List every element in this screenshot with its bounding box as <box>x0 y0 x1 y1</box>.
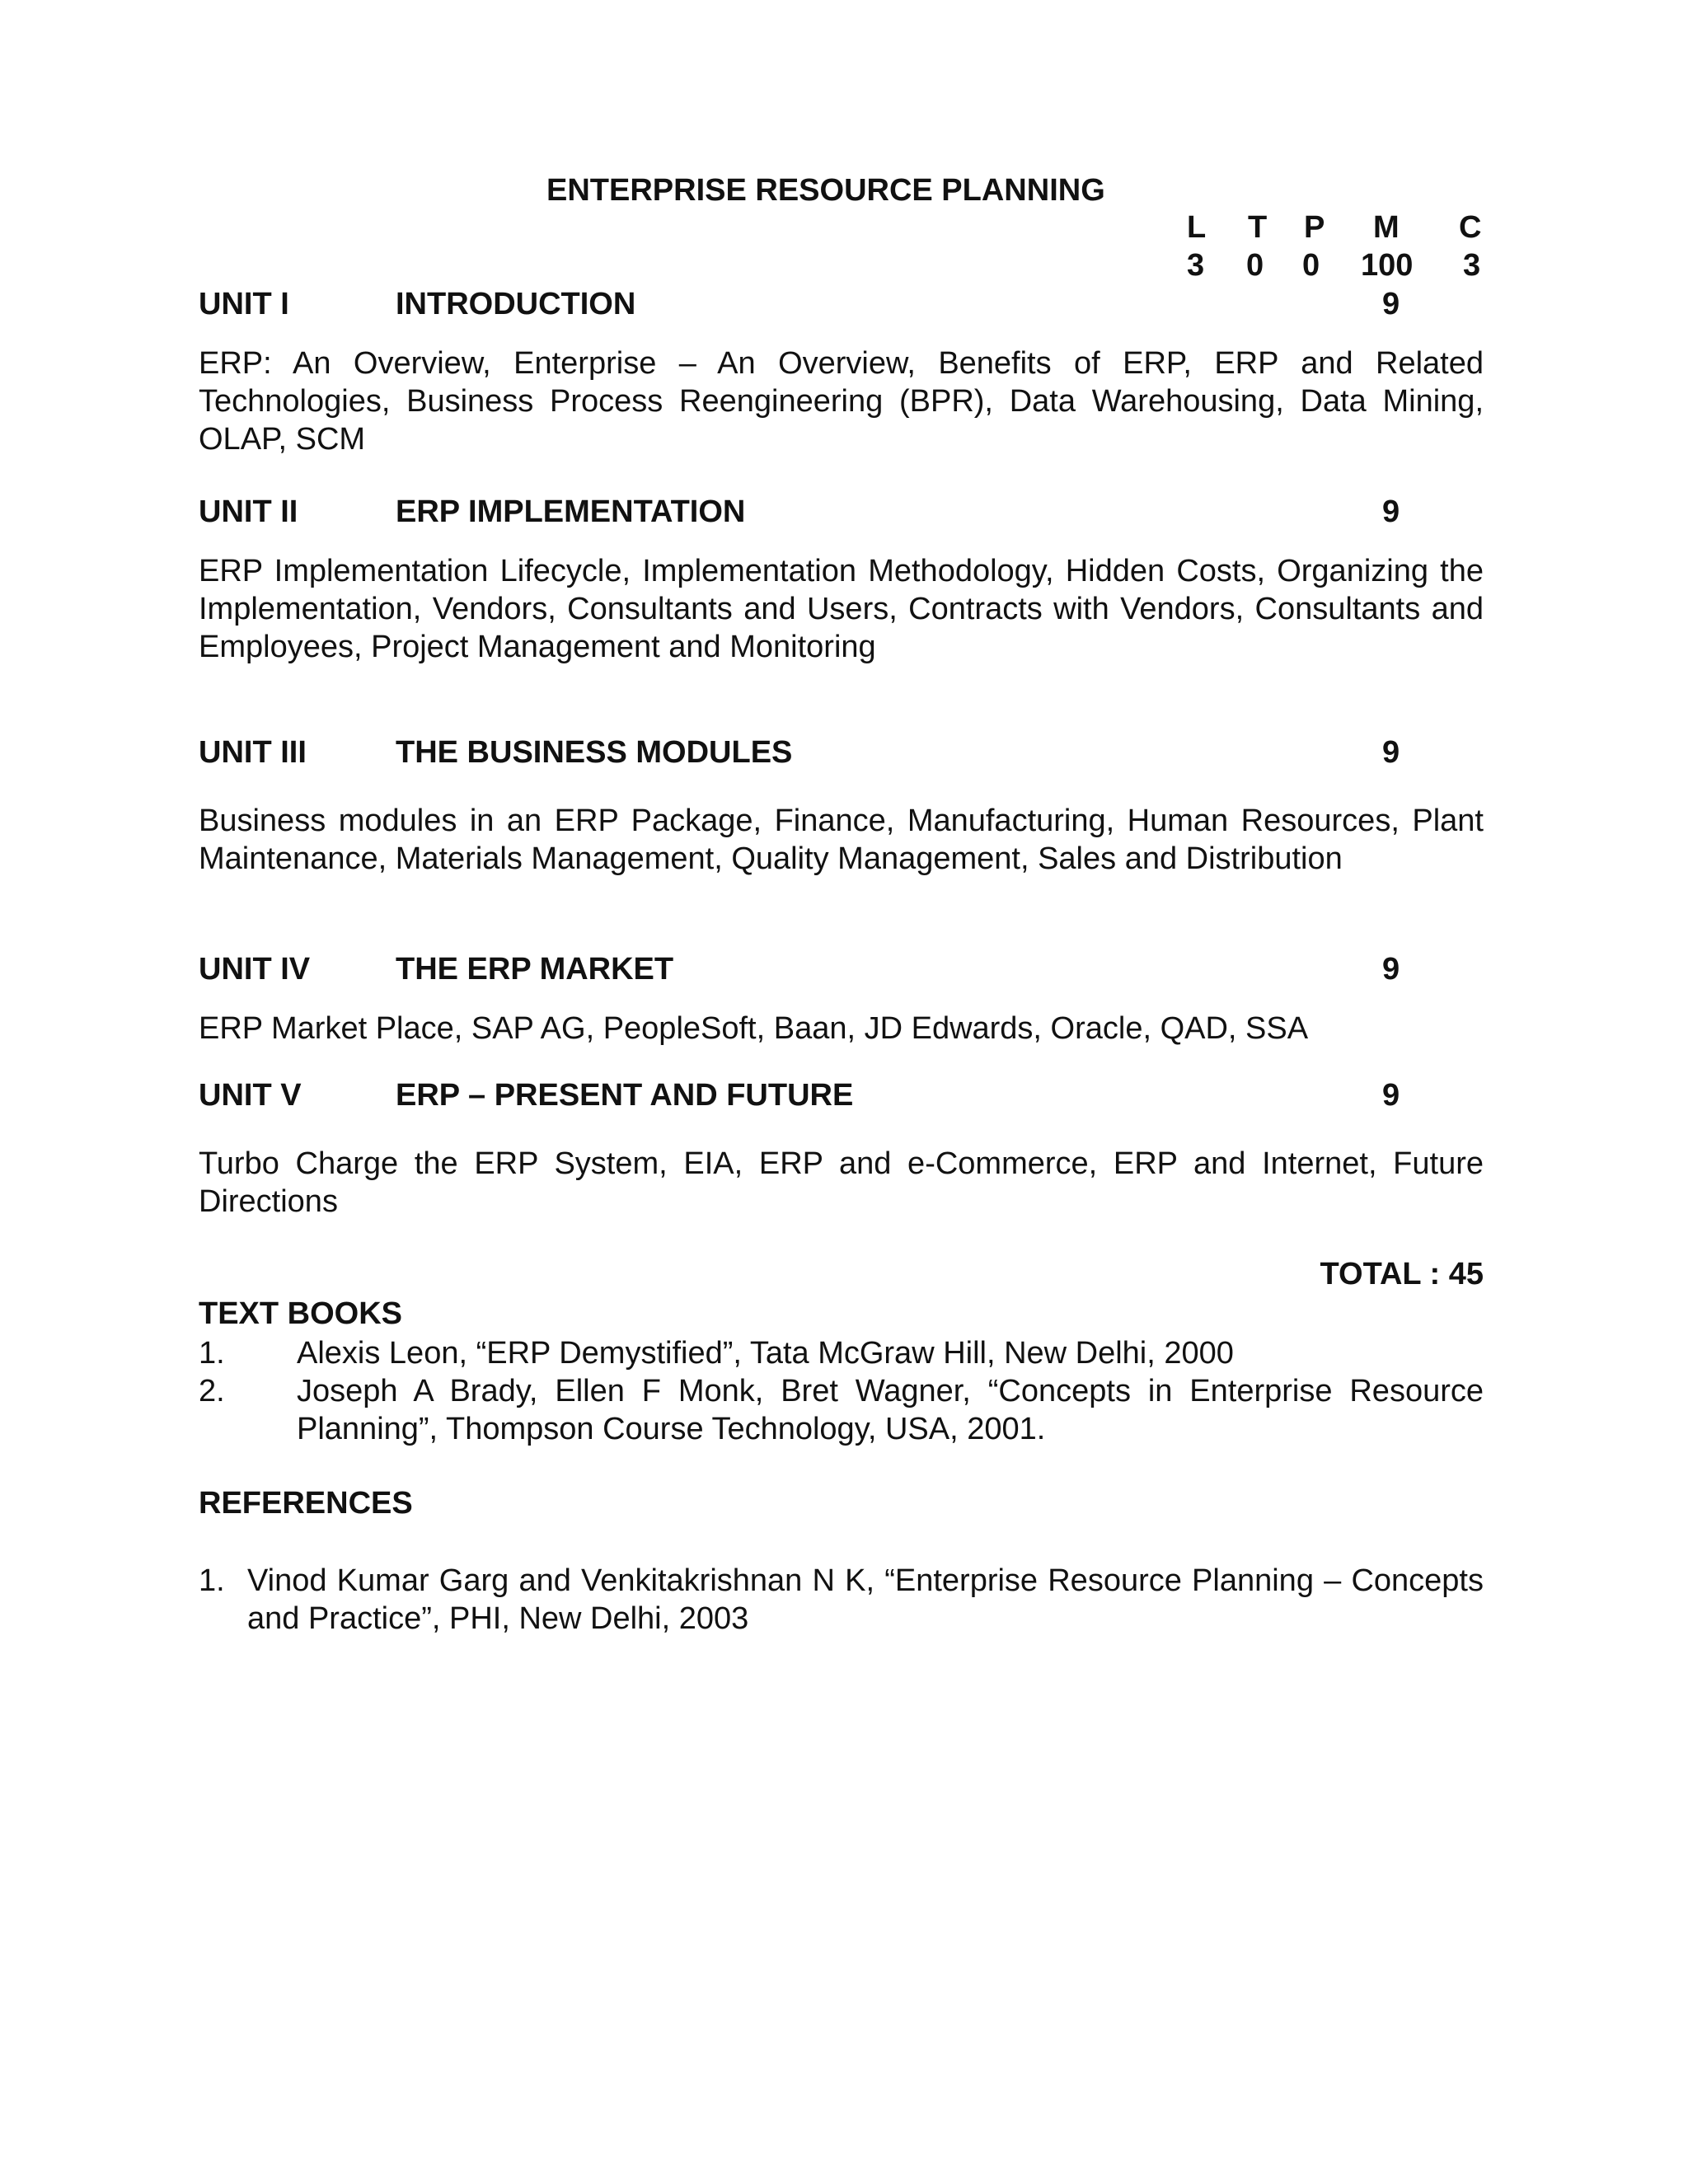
unit-title: ERP – PRESENT AND FUTURE <box>396 1078 854 1113</box>
credit-value-t: 0 <box>1246 248 1264 283</box>
text-book-2-number: 2. <box>199 1374 225 1408</box>
credit-table <box>1179 210 1484 286</box>
credit-value-row <box>1179 248 1484 286</box>
references-heading: REFERENCES <box>199 1486 413 1521</box>
unit-title: THE ERP MARKET <box>396 952 674 987</box>
unit-label: UNIT II <box>199 494 298 529</box>
unit-title: INTRODUCTION <box>396 287 636 321</box>
unit-2-content: ERP Implementation Lifecycle, Implementation Methodology, Hidden Costs, Organizing the Implementation, Vendors, Consultants and Users, Contracts with Vendors, Consultants and Employees, Project Management and Monitoring <box>199 554 1484 664</box>
total-hours: TOTAL : 45 <box>1320 1257 1484 1291</box>
unit-1-heading <box>199 287 1484 325</box>
unit-3-content: Business modules in an ERP Package, Finance, Manufacturing, Human Resources, Plant Maintenance, Materials Management, Quality Management, Sales and Distribution <box>199 804 1484 876</box>
credit-value-p: 0 <box>1302 248 1320 283</box>
unit-label: UNIT I <box>199 287 289 321</box>
unit-hours: 9 <box>1382 952 1400 987</box>
unit-label: UNIT III <box>199 735 307 770</box>
unit-hours: 9 <box>1382 494 1400 529</box>
credit-header-t: T <box>1248 210 1268 245</box>
credit-header-c: C <box>1459 210 1482 245</box>
unit-4-heading <box>199 952 1484 990</box>
credit-value-l: 3 <box>1187 248 1205 283</box>
credit-header-m: M <box>1373 210 1400 245</box>
text-book-2: Joseph A Brady, Ellen F Monk, Bret Wagner, “Concepts in Enterprise Resource Planning”, Thompson Course Technology, USA, 2001. <box>297 1374 1484 1446</box>
unit-hours: 9 <box>1382 735 1400 770</box>
unit-3-heading <box>199 735 1484 773</box>
text-book-1: Alexis Leon, “ERP Demystified”, Tata McGraw Hill, New Delhi, 2000 <box>297 1336 1234 1371</box>
credit-value-c: 3 <box>1463 248 1481 283</box>
unit-title: ERP IMPLEMENTATION <box>396 494 746 529</box>
credit-header-l: L <box>1187 210 1207 245</box>
unit-hours: 9 <box>1382 1078 1400 1113</box>
page-title: ENTERPRISE RESOURCE PLANNING <box>546 173 1105 208</box>
credit-header-p: P <box>1304 210 1325 245</box>
unit-5-heading <box>199 1078 1484 1116</box>
credit-header-row <box>1179 210 1484 248</box>
unit-2-heading <box>199 494 1484 532</box>
unit-4-content: ERP Market Place, SAP AG, PeopleSoft, Baan, JD Edwards, Oracle, QAD, SSA <box>199 1011 1309 1046</box>
text-book-1-number: 1. <box>199 1336 225 1371</box>
reference-1: Vinod Kumar Garg and Venkitakrishnan N K, “Enterprise Resource Planning – Concepts and Practice”, PHI, New Delhi, 2003 <box>247 1563 1484 1636</box>
credit-value-m: 100 <box>1361 248 1414 283</box>
reference-1-number: 1. <box>199 1563 225 1598</box>
unit-title: THE BUSINESS MODULES <box>396 735 793 770</box>
unit-1-content: ERP: An Overview, Enterprise – An Overview, Benefits of ERP, ERP and Related Technologies, Business Process Reengineering (BPR), Data Warehousing, Data Mining, OLAP, SCM <box>199 346 1484 457</box>
unit-label: UNIT IV <box>199 952 311 987</box>
unit-label: UNIT V <box>199 1078 302 1113</box>
unit-5-content: Turbo Charge the ERP System, EIA, ERP and e-Commerce, ERP and Internet, Future Directions <box>199 1146 1484 1219</box>
unit-hours: 9 <box>1382 287 1400 321</box>
text-books-heading: TEXT BOOKS <box>199 1296 403 1331</box>
